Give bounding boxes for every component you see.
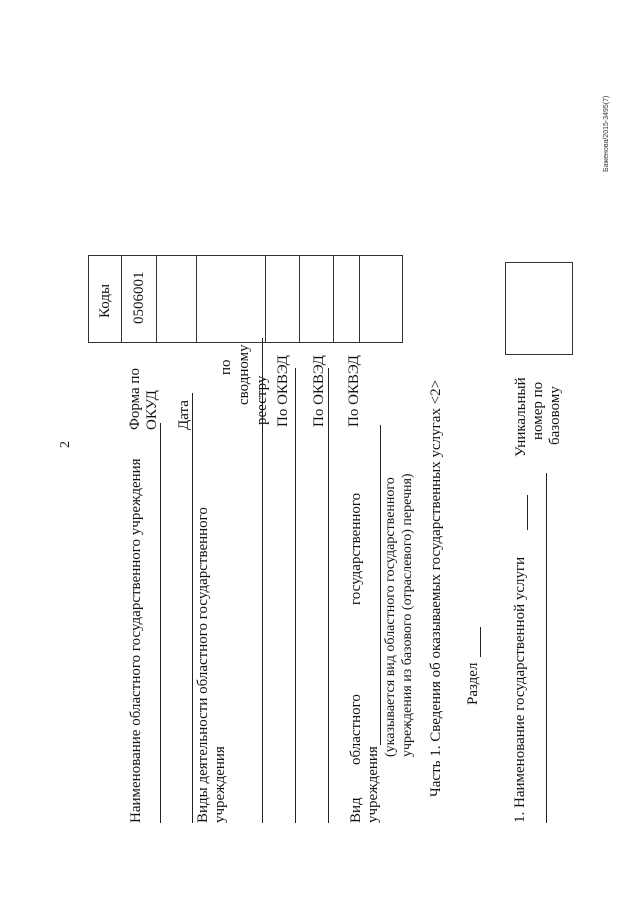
activity-types-label: Виды деятельности областного государственного (195, 507, 211, 823)
registry-code-cell[interactable] (196, 255, 266, 343)
institution-name-line-1 (160, 423, 161, 823)
date-code-cell[interactable] (156, 255, 197, 343)
registry-label-2: сводному (236, 344, 252, 405)
okud-code-cell[interactable] (121, 255, 157, 343)
codes-header: Коды (97, 283, 113, 318)
registry-label-3: реестру (254, 375, 270, 425)
okved-label-2: По ОКВЭД (311, 355, 327, 427)
okved-code-cell-2[interactable] (299, 255, 334, 343)
activity-types-line-3 (328, 368, 329, 823)
institution-kind-hint-2: учреждения из базового (отраслевого) перечня) (400, 473, 415, 757)
unique-number-label-3: базовому (547, 386, 563, 445)
okved-label-3: По ОКВЭД (346, 355, 362, 427)
institution-kind-word-3: государственного (348, 492, 364, 605)
institution-kind-word-2: областного (348, 694, 364, 765)
unique-number-label-2: номер по (530, 381, 546, 440)
form-okud-label: Форма по (127, 368, 143, 430)
unique-number-field[interactable] (505, 262, 573, 355)
okud-code-value: 0506001 (131, 271, 147, 324)
service-name-line-1 (527, 495, 528, 530)
institution-kind-line (380, 425, 381, 745)
institution-kind-label-cont: учреждения (365, 746, 381, 823)
activity-types-label-cont: учреждения (212, 746, 228, 823)
section-label: Раздел (465, 662, 481, 705)
institution-kind-word-1: Вид (348, 797, 364, 823)
unique-number-label-1: Уникальный (513, 377, 529, 457)
service-name-line-2 (546, 473, 547, 823)
codes-header-cell (88, 255, 122, 343)
okved-label-1: По ОКВЭД (275, 355, 291, 427)
activity-types-line-2 (295, 368, 296, 823)
okved-code-cell-4[interactable] (359, 255, 403, 343)
document-stamp: Баженова/2015-3495(7) (603, 95, 610, 172)
okved-code-cell-1[interactable] (265, 255, 300, 343)
service-name-label: 1. Наименование государственной услуги (512, 556, 528, 823)
page-number: 2 (58, 441, 73, 448)
okved-code-cell-3[interactable] (333, 255, 360, 343)
institution-name-label: Наименование областного государственного учреждения (128, 458, 144, 823)
institution-kind-hint-1: (указывается вид областного государственного (383, 477, 398, 757)
section-number-line (480, 627, 481, 657)
date-label: Дата (176, 400, 192, 430)
institution-name-line-2 (192, 393, 193, 823)
form-okud-label-cont: ОКУД (144, 390, 160, 430)
registry-label-1: по (218, 359, 234, 375)
part-1-title: Часть 1. Сведения об оказываемых государственных услугах <2> (428, 379, 444, 797)
